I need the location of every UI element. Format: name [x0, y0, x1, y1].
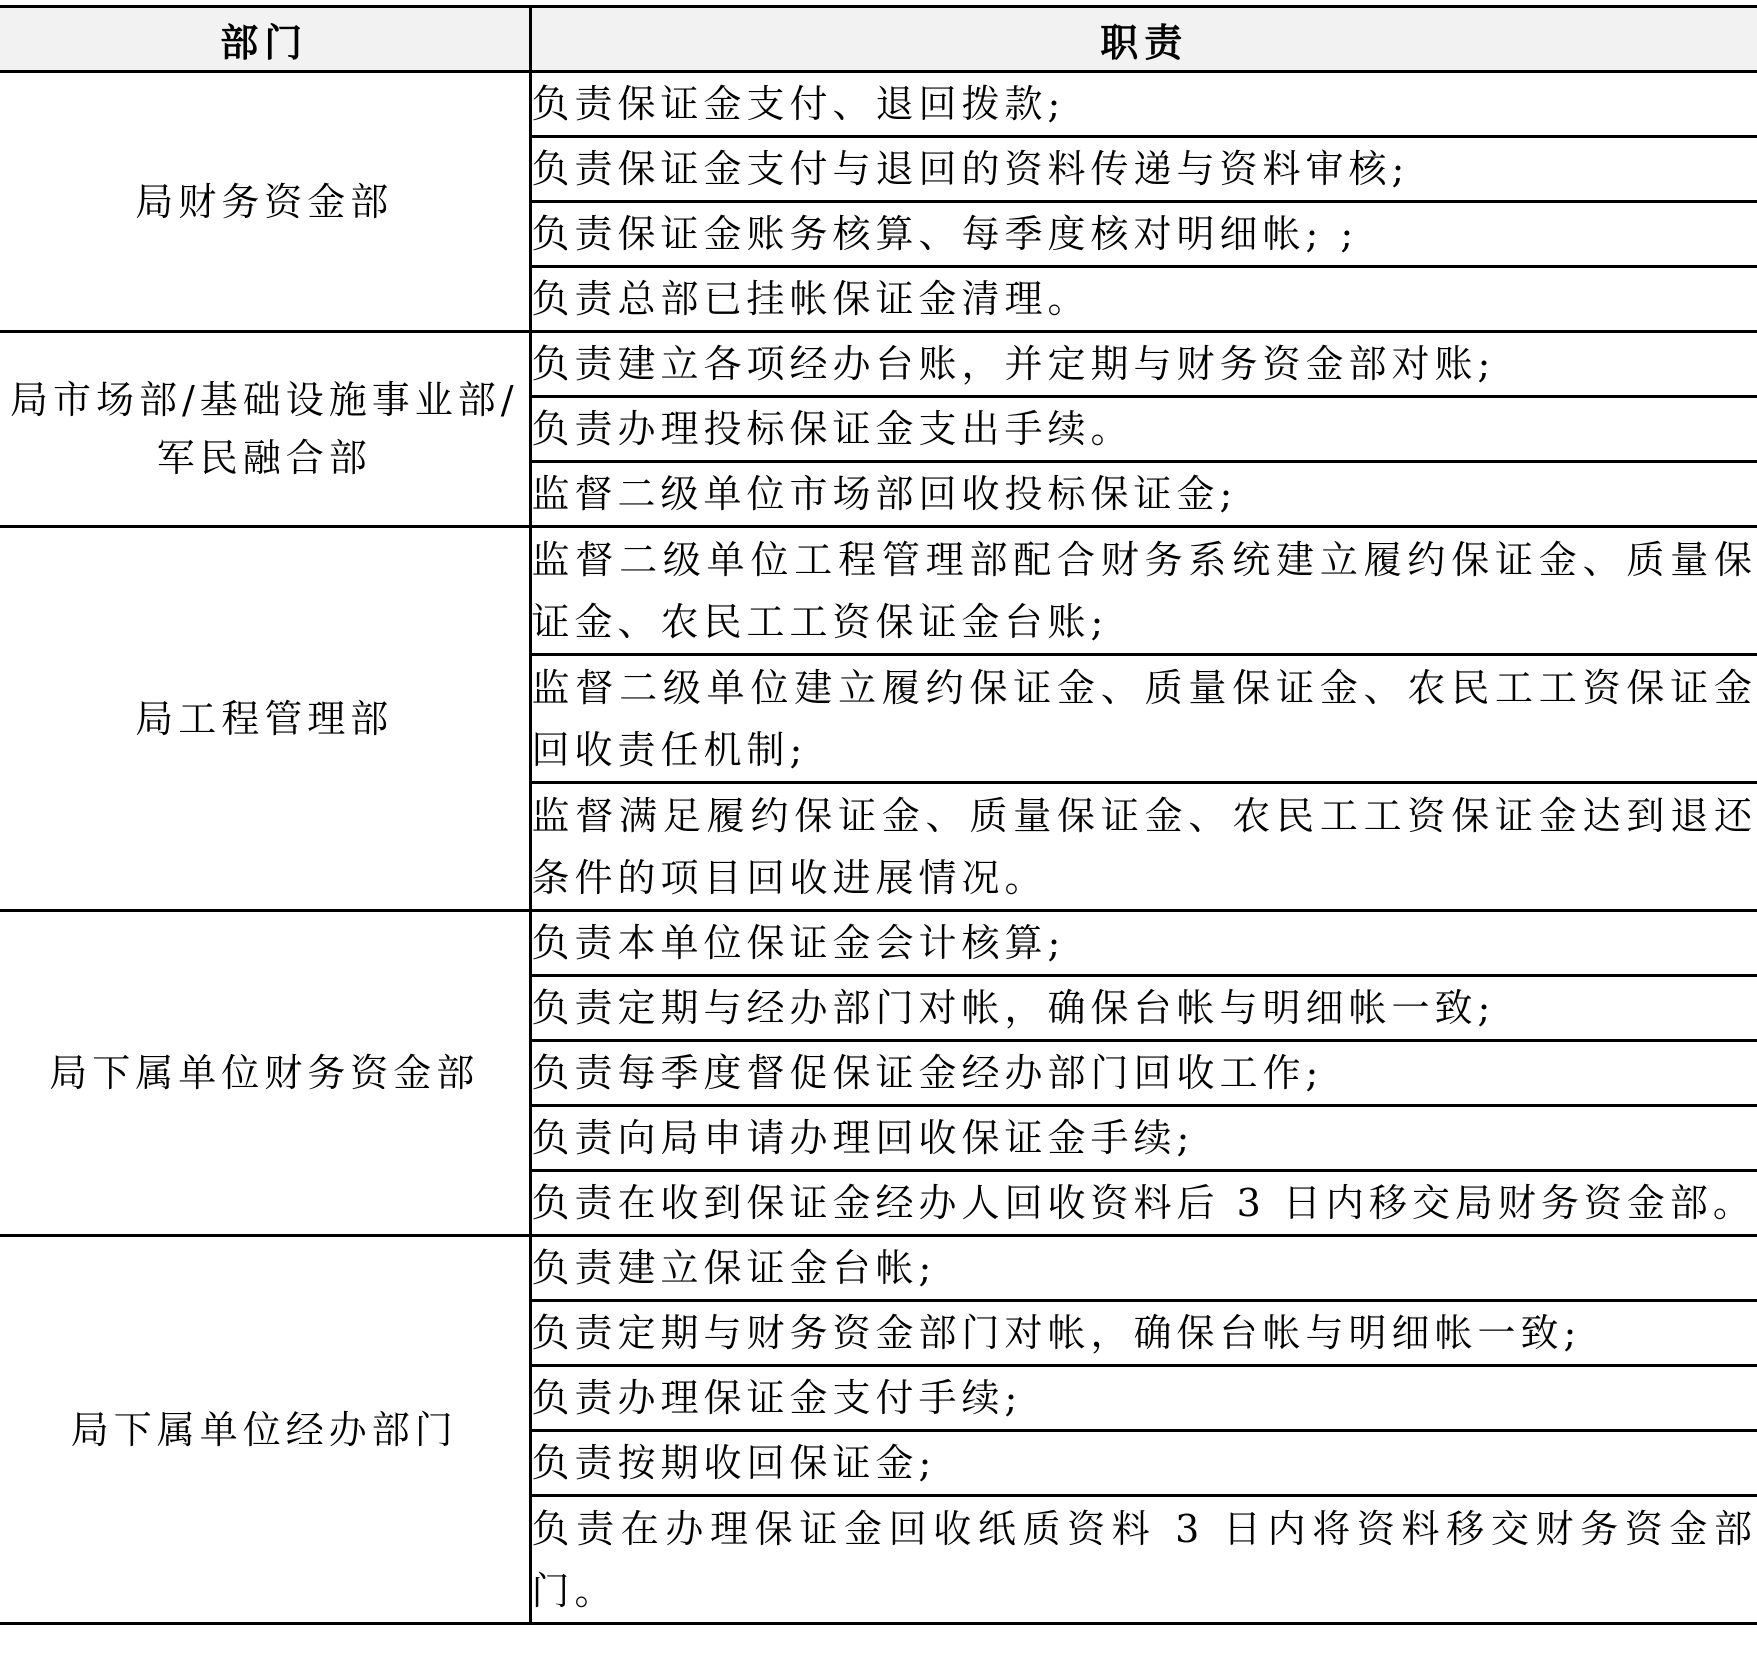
duty-cell: 负责办理投标保证金支出手续。 — [530, 397, 1757, 462]
duty-cell: 负责按期收回保证金; — [530, 1431, 1757, 1496]
duty-cell: 负责在办理保证金回收纸质资料 3 日内将资料移交财务资金部门。 — [530, 1496, 1757, 1624]
duty-cell: 负责建立保证金台帐; — [530, 1236, 1757, 1301]
duty-cell: 监督二级单位市场部回收投标保证金; — [530, 462, 1757, 527]
dept-cell: 局下属单位财务资金部 — [0, 911, 530, 1236]
dept-cell: 局财务资金部 — [0, 72, 530, 332]
duty-cell: 监督二级单位建立履约保证金、质量保证金、农民工工资保证金回收责任机制; — [530, 655, 1757, 783]
dept-cell: 局市场部/基础设施事业部/军民融合部 — [0, 332, 530, 527]
duty-cell: 负责每季度督促保证金经办部门回收工作; — [530, 1041, 1757, 1106]
table-row — [0, 72, 1757, 137]
duty-cell: 负责向局申请办理回收保证金手续; — [530, 1106, 1757, 1171]
duty-cell: 负责办理保证金支付手续; — [530, 1366, 1757, 1431]
duty-cell: 负责定期与经办部门对帐，确保台帐与明细帐一致; — [530, 976, 1757, 1041]
duty-cell: 负责定期与财务资金部门对帐，确保台帐与明细帐一致; — [530, 1301, 1757, 1366]
duty-cell: 负责建立各项经办台账，并定期与财务资金部对账; — [530, 332, 1757, 397]
duty-cell: 负责在收到保证金经办人回收资料后 3 日内移交局财务资金部。 — [530, 1171, 1757, 1236]
table-row — [0, 1236, 1757, 1301]
duty-cell: 负责保证金支付与退回的资料传递与资料审核; — [530, 137, 1757, 202]
table-row — [0, 332, 1757, 397]
duty-cell: 负责保证金支付、退回拨款; — [530, 72, 1757, 137]
duty-cell: 监督满足履约保证金、质量保证金、农民工工资保证金达到退还条件的项目回收进展情况。 — [530, 783, 1757, 911]
duty-cell: 监督二级单位工程管理部配合财务系统建立履约保证金、质量保证金、农民工工资保证金台账; — [530, 527, 1757, 655]
duty-cell: 负责总部已挂帐保证金清理。 — [530, 267, 1757, 332]
table-row — [0, 911, 1757, 976]
duty-cell: 负责本单位保证金会计核算; — [530, 911, 1757, 976]
table-row — [0, 527, 1757, 655]
header-dept: 部门 — [0, 7, 530, 72]
dept-cell: 局工程管理部 — [0, 527, 530, 911]
duty-table — [0, 5, 1757, 1625]
header-duty: 职责 — [530, 7, 1757, 72]
dept-cell: 局下属单位经办部门 — [0, 1236, 530, 1624]
header-row — [0, 7, 1757, 72]
duty-cell: 负责保证金账务核算、每季度核对明细帐; ; — [530, 202, 1757, 267]
